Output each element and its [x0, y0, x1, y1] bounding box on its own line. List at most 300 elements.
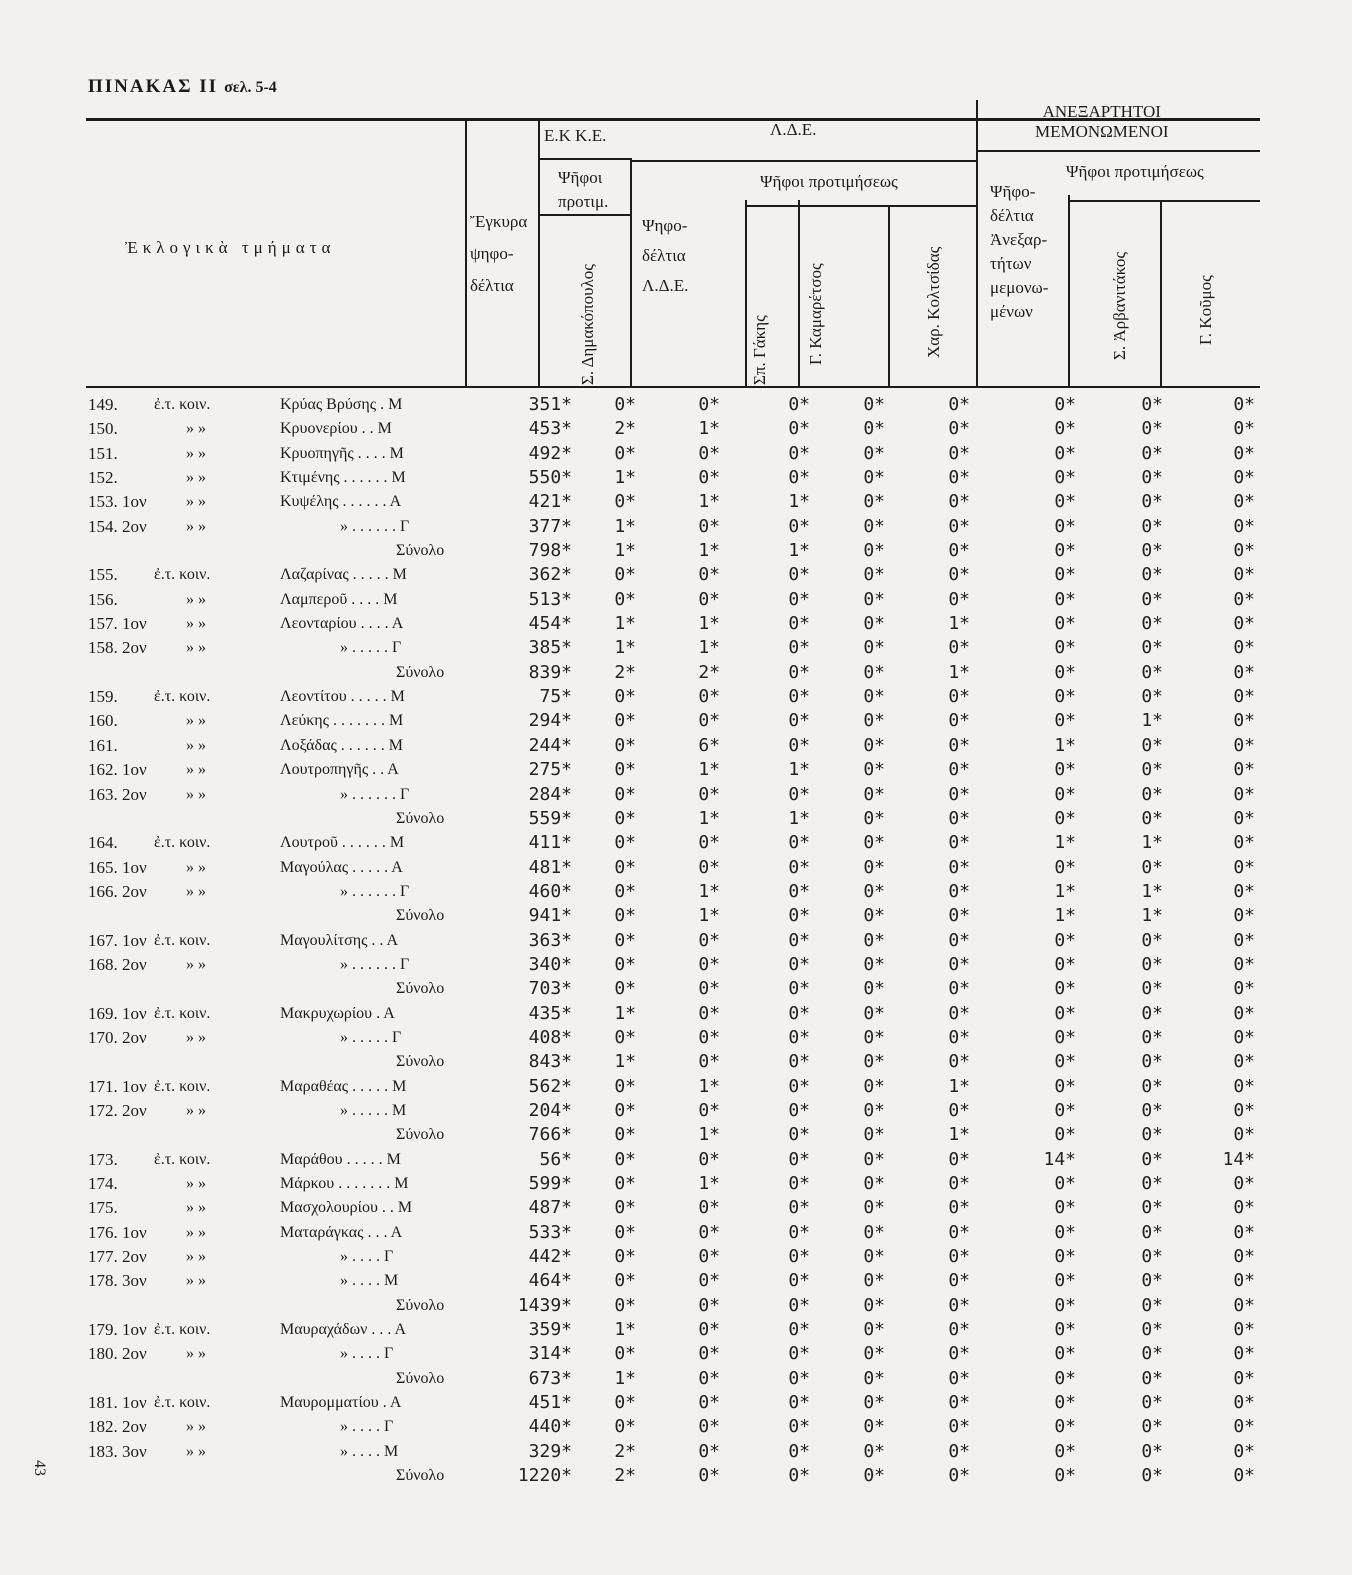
cell-col-2: 0* [698, 442, 720, 464]
total-row [0, 539, 1352, 563]
row-name: » . . . . . . Γ [340, 955, 410, 973]
row-name: Μασχολουρίου . . Μ [280, 1199, 413, 1217]
cell-col-0: 75* [539, 686, 572, 708]
cell-col-0: 550* [528, 467, 572, 489]
cell-col-8: 0* [1233, 613, 1255, 635]
cell-col-4: 0* [863, 394, 885, 415]
row-name: » . . . . Μ [340, 1442, 399, 1460]
row-name: Μαγουλίτσης . . Α [280, 931, 399, 949]
table-row [0, 709, 1352, 733]
table-row [0, 588, 1352, 612]
lde-ballots-line-1: Ψηφο- [642, 216, 688, 235]
cell-col-6: 0* [1054, 637, 1076, 659]
cell-col-6: 0* [1054, 1099, 1076, 1121]
row-number: 166. 2ον [88, 881, 147, 901]
cell-col-1: 0* [614, 1270, 636, 1292]
cell-col-0: 513* [528, 588, 572, 610]
cell-col-8: 0* [1233, 1319, 1255, 1341]
row-name: Λεύκης . . . . . . . Μ [280, 712, 404, 730]
row-name: Σύνολο [396, 809, 445, 827]
cell-col-8: 0* [1233, 1416, 1255, 1438]
cell-col-2: 0* [698, 1148, 720, 1170]
lde-ballots-line-3: Λ.Δ.Ε. [642, 276, 689, 295]
cell-col-5: 0* [948, 807, 970, 829]
cell-col-3: 0* [788, 978, 810, 1000]
cell-col-0: 703* [528, 978, 572, 1000]
cell-col-8: 0* [1233, 637, 1255, 659]
row-name: » . . . . Γ [340, 1418, 394, 1436]
cell-col-7: 0* [1141, 1051, 1163, 1073]
table-row [0, 734, 1352, 758]
table-row [0, 1196, 1352, 1220]
cell-col-0: 411* [528, 832, 572, 854]
cell-col-1: 0* [614, 734, 636, 756]
cell-col-7: 0* [1141, 1465, 1163, 1487]
cell-col-1: 1* [614, 1002, 636, 1024]
cell-col-5: 0* [948, 1440, 970, 1462]
cell-col-0: 562* [528, 1075, 572, 1097]
row-number: 173. [88, 1149, 118, 1169]
total-row [0, 1050, 1352, 1074]
cell-col-5: 1* [948, 1075, 970, 1097]
cell-col-1: 0* [614, 1148, 636, 1170]
cell-col-8: 0* [1233, 880, 1255, 902]
row-number: 181. 1ον [88, 1393, 147, 1413]
cell-col-3: 0* [788, 1099, 810, 1121]
total-row [0, 1294, 1352, 1318]
cell-col-5: 0* [948, 467, 970, 489]
cell-col-2: 1* [698, 637, 720, 659]
table-row [0, 563, 1352, 587]
cell-col-8: 0* [1233, 1051, 1255, 1073]
cell-col-4: 0* [863, 1221, 885, 1243]
row-type: » » [186, 1418, 206, 1436]
row-type: ἐ.τ. κοιν. [154, 1004, 211, 1022]
cell-col-3: 1* [788, 759, 810, 781]
row-number: 178. 3ον [88, 1271, 147, 1291]
cell-col-3: 0* [788, 661, 810, 683]
row-name: Λεοντίτου . . . . . Μ [280, 688, 405, 706]
total-row [0, 904, 1352, 928]
cell-col-7: 0* [1141, 661, 1163, 683]
cell-col-4: 0* [863, 418, 885, 440]
lde-candidate-2-header: Γ. Καμαρέτσος [806, 263, 825, 365]
valid-ballots-header [470, 210, 536, 298]
cell-col-6: 0* [1054, 1246, 1076, 1268]
indep-candidate-2-header: Γ. Κοῦμος [1196, 275, 1215, 345]
cell-col-5: 0* [948, 1173, 970, 1194]
cell-col-6: 0* [1054, 613, 1076, 635]
cell-col-4: 0* [863, 637, 885, 659]
row-number: 149. [88, 395, 118, 414]
row-name: Λουτροπηγῆς . . Α [280, 761, 399, 779]
cell-col-5: 0* [948, 1416, 970, 1438]
col-divider-7 [888, 205, 890, 388]
cell-col-0: 533* [528, 1221, 572, 1243]
cell-col-1: 0* [614, 1294, 636, 1316]
cell-col-1: 0* [614, 807, 636, 829]
ekke-pref-line-1: Ψῆφοι [558, 168, 603, 187]
total-row [0, 1367, 1352, 1391]
row-number: 159. [88, 687, 118, 707]
cell-col-1: 0* [614, 710, 636, 732]
cell-col-3: 0* [788, 856, 810, 878]
cell-col-4: 0* [863, 759, 885, 781]
cell-col-3: 0* [788, 1416, 810, 1438]
title-main: ΠΙΝΑΚΑΣ II [88, 76, 219, 97]
row-type: » » [186, 712, 206, 730]
row-name: Λεονταρίου . . . . Α [280, 615, 404, 633]
cell-col-6: 0* [1054, 467, 1076, 489]
cell-col-0: 284* [528, 783, 572, 805]
cell-col-5: 0* [948, 1319, 970, 1341]
row-type: » » [186, 1442, 206, 1460]
cell-col-1: 1* [614, 540, 636, 562]
table-row [0, 1245, 1352, 1269]
row-name: » . . . . . Μ [340, 1101, 407, 1119]
valid-ballots-line-3: δέλτια [470, 276, 514, 295]
cell-col-3: 0* [788, 637, 810, 659]
cell-col-8: 0* [1233, 929, 1255, 951]
cell-col-8: 0* [1233, 588, 1255, 610]
row-type: » » [186, 615, 206, 633]
cell-col-4: 0* [863, 978, 885, 1000]
table-row [0, 1099, 1352, 1123]
cell-col-8: 0* [1233, 1465, 1255, 1487]
cell-col-6: 0* [1054, 1440, 1076, 1462]
total-row [0, 977, 1352, 1001]
header-bottom-rule [86, 386, 1260, 388]
cell-col-2: 0* [698, 1416, 720, 1438]
total-row [0, 661, 1352, 685]
cell-col-7: 0* [1141, 1124, 1163, 1146]
cell-col-7: 0* [1141, 1075, 1163, 1097]
indep-pref-header: Ψῆφοι προτιμήσεως [1066, 162, 1204, 181]
cell-col-7: 0* [1141, 734, 1163, 756]
cell-col-6: 0* [1054, 1173, 1076, 1194]
cell-col-8: 14* [1222, 1148, 1255, 1170]
table-row [0, 783, 1352, 807]
cell-col-5: 1* [948, 661, 970, 683]
cell-col-3: 0* [788, 1367, 810, 1389]
cell-col-4: 0* [863, 1440, 885, 1462]
cell-col-0: 442* [528, 1246, 572, 1268]
cell-col-5: 0* [948, 1099, 970, 1121]
cell-col-8: 0* [1233, 394, 1255, 415]
cell-col-5: 0* [948, 1148, 970, 1170]
row-name: Κρυονερίου . . Μ [280, 420, 392, 438]
cell-col-0: 843* [528, 1051, 572, 1073]
row-name: Μαγούλας . . . . . Α [280, 858, 403, 876]
cell-col-1: 0* [614, 1392, 636, 1414]
cell-col-1: 0* [614, 1343, 636, 1365]
cell-col-3: 0* [788, 1124, 810, 1146]
row-number: 164. [88, 833, 118, 853]
cell-col-4: 0* [863, 1197, 885, 1219]
cell-col-3: 0* [788, 880, 810, 902]
cell-col-7: 0* [1141, 1294, 1163, 1316]
row-name: Μαραθέας . . . . . Μ [280, 1077, 407, 1095]
table-row [0, 1269, 1352, 1293]
cell-col-3: 0* [788, 442, 810, 464]
cell-col-0: 440* [528, 1416, 572, 1438]
cell-col-1: 2* [614, 418, 636, 440]
table-row [0, 1221, 1352, 1245]
lde-candidate-3-header: Χαρ. Κολτσίδας [924, 246, 943, 358]
cell-col-5: 0* [948, 759, 970, 781]
cell-col-5: 0* [948, 540, 970, 562]
cell-col-1: 0* [614, 491, 636, 513]
cell-col-1: 1* [614, 515, 636, 537]
cell-col-4: 0* [863, 832, 885, 854]
cell-col-2: 0* [698, 588, 720, 610]
cell-col-6: 0* [1054, 1026, 1076, 1048]
cell-col-6: 1* [1054, 905, 1076, 927]
cell-col-2: 0* [698, 710, 720, 732]
row-type: ἐ.τ. κοιν. [154, 834, 211, 852]
cell-col-4: 0* [863, 1124, 885, 1146]
row-number: 152. [88, 468, 118, 488]
row-type: » » [186, 1345, 206, 1363]
cell-col-2: 0* [698, 929, 720, 951]
cell-col-2: 0* [698, 978, 720, 1000]
table-row [0, 831, 1352, 855]
cell-col-8: 0* [1233, 1124, 1255, 1146]
cell-col-2: 0* [698, 1270, 720, 1292]
row-type: » » [186, 639, 206, 657]
row-name: Μακρυχωρίου . Α [280, 1004, 395, 1022]
cell-col-2: 0* [698, 686, 720, 708]
cell-col-0: 599* [528, 1173, 572, 1194]
cell-col-3: 0* [788, 613, 810, 635]
cell-col-4: 0* [863, 1343, 885, 1365]
cell-col-4: 0* [863, 540, 885, 562]
row-number: 179. 1ον [88, 1320, 147, 1340]
table-row [0, 393, 1352, 417]
ekke-pref-line-2: προτιμ. [558, 192, 609, 211]
cell-col-0: 487* [528, 1197, 572, 1219]
cell-col-0: 275* [528, 759, 572, 781]
cell-col-0: 385* [528, 637, 572, 659]
row-type: ἐ.τ. κοιν. [154, 1321, 211, 1339]
page-number: 43 [31, 1460, 48, 1476]
row-name: » . . . . . . Γ [340, 517, 410, 535]
row-number: 157. 1ον [88, 614, 147, 634]
cell-col-2: 0* [698, 1294, 720, 1316]
cell-col-1: 0* [614, 783, 636, 805]
cell-col-7: 0* [1141, 783, 1163, 805]
cell-col-8: 0* [1233, 1440, 1255, 1462]
cell-col-0: 363* [528, 929, 572, 951]
row-name: Σύνολο [396, 663, 445, 681]
cell-col-6: 0* [1054, 929, 1076, 951]
cell-col-6: 1* [1054, 832, 1076, 854]
cell-col-6: 0* [1054, 1465, 1076, 1487]
row-type: » » [186, 761, 206, 779]
cell-col-8: 0* [1233, 540, 1255, 562]
row-type: » » [186, 590, 206, 608]
cell-col-2: 1* [698, 418, 720, 440]
row-number: 167. 1ον [88, 930, 147, 950]
cell-col-2: 0* [698, 1051, 720, 1073]
cell-col-3: 0* [788, 1440, 810, 1462]
cell-col-1: 2* [614, 1440, 636, 1462]
cell-col-1: 0* [614, 588, 636, 610]
row-name: Μαυραχάδων . . . Α [280, 1321, 407, 1339]
cell-col-7: 0* [1141, 953, 1163, 975]
cell-col-6: 0* [1054, 564, 1076, 586]
cell-col-7: 0* [1141, 1197, 1163, 1219]
indep-ballots-header [990, 180, 1048, 324]
cell-col-8: 0* [1233, 1246, 1255, 1268]
cell-col-8: 0* [1233, 953, 1255, 975]
row-number: 170. 2ον [88, 1027, 147, 1047]
col-divider-5 [745, 200, 747, 388]
table-row [0, 417, 1352, 441]
indep-ballots-line-4: τήτων [990, 254, 1032, 273]
cell-col-4: 0* [863, 1148, 885, 1170]
cell-col-3: 0* [788, 467, 810, 489]
cell-col-1: 0* [614, 1197, 636, 1219]
cell-col-7: 0* [1141, 686, 1163, 708]
table-row [0, 442, 1352, 466]
row-type: ἐ.τ. κοιν. [154, 1394, 211, 1412]
cell-col-2: 0* [698, 953, 720, 975]
cell-col-5: 0* [948, 1197, 970, 1219]
cell-col-4: 0* [863, 1319, 885, 1341]
cell-col-3: 0* [788, 1246, 810, 1268]
cell-col-5: 0* [948, 1026, 970, 1048]
row-type: ἐ.τ. κοιν. [154, 931, 211, 949]
cell-col-5: 0* [948, 1002, 970, 1024]
indep-header [1035, 102, 1169, 142]
cell-col-8: 0* [1233, 661, 1255, 683]
cell-col-3: 0* [788, 953, 810, 975]
cell-col-6: 0* [1054, 1075, 1076, 1097]
cell-col-5: 0* [948, 1246, 970, 1268]
cell-col-0: 451* [528, 1392, 572, 1414]
col-divider-1 [465, 118, 467, 388]
cell-col-2: 0* [698, 1026, 720, 1048]
cell-col-0: 362* [528, 564, 572, 586]
cell-col-8: 0* [1233, 905, 1255, 927]
cell-col-5: 0* [948, 1392, 970, 1414]
cell-col-6: 0* [1054, 978, 1076, 1000]
cell-col-2: 1* [698, 540, 720, 562]
cell-col-3: 0* [788, 418, 810, 440]
row-type: » » [186, 493, 206, 511]
cell-col-1: 1* [614, 637, 636, 659]
cell-col-5: 0* [948, 905, 970, 927]
row-number: 162. 1ον [88, 760, 147, 780]
cell-col-8: 0* [1233, 442, 1255, 464]
cell-col-4: 0* [863, 467, 885, 489]
cell-col-8: 0* [1233, 1099, 1255, 1121]
cell-col-5: 0* [948, 418, 970, 440]
cell-col-2: 0* [698, 564, 720, 586]
row-name: » . . . . Γ [340, 1248, 394, 1266]
row-name: Λαζαρίνας . . . . . Μ [280, 566, 407, 584]
cell-col-4: 0* [863, 1294, 885, 1316]
cell-col-6: 0* [1054, 686, 1076, 708]
cell-col-6: 0* [1054, 540, 1076, 562]
cell-col-1: 0* [614, 929, 636, 951]
cell-col-1: 1* [614, 613, 636, 635]
cell-col-8: 0* [1233, 564, 1255, 586]
cell-col-1: 0* [614, 905, 636, 927]
cell-col-1: 0* [614, 1416, 636, 1438]
page-title [88, 76, 277, 98]
cell-col-2: 1* [698, 759, 720, 781]
cell-col-0: 1220* [517, 1465, 572, 1487]
row-name: Μαυρομματίου . Α [280, 1394, 402, 1412]
row-type: » » [186, 785, 206, 803]
cell-col-7: 0* [1141, 540, 1163, 562]
row-number: 156. [88, 589, 118, 609]
cell-col-1: 0* [614, 1221, 636, 1243]
cell-col-1: 0* [614, 1173, 636, 1194]
cell-col-3: 0* [788, 1465, 810, 1487]
cell-col-6: 0* [1054, 515, 1076, 537]
cell-col-3: 0* [788, 1319, 810, 1341]
row-name: » . . . . . Γ [340, 639, 402, 657]
cell-col-7: 0* [1141, 1416, 1163, 1438]
cell-col-5: 0* [948, 1051, 970, 1073]
cell-col-8: 0* [1233, 467, 1255, 489]
lde-underline [630, 160, 976, 162]
ekke-underline [540, 158, 630, 160]
cell-col-0: 408* [528, 1026, 572, 1048]
cell-col-1: 0* [614, 564, 636, 586]
col-divider-8 [1068, 195, 1070, 388]
row-type: » » [186, 444, 206, 462]
results-table-body [0, 393, 1352, 1488]
row-name: Κρυοπηγῆς . . . . Μ [280, 444, 404, 462]
row-name: Σύνολο [396, 1126, 445, 1144]
cell-col-0: 766* [528, 1124, 572, 1146]
cell-col-6: 0* [1054, 856, 1076, 878]
cell-col-3: 1* [788, 807, 810, 829]
cell-col-8: 0* [1233, 1002, 1255, 1024]
cell-col-3: 0* [788, 905, 810, 927]
cell-col-2: 0* [698, 1440, 720, 1462]
cell-col-3: 0* [788, 1148, 810, 1170]
row-number: 172. 2ον [88, 1100, 147, 1120]
cell-col-7: 0* [1141, 1440, 1163, 1462]
cell-col-3: 0* [788, 564, 810, 586]
cell-col-7: 0* [1141, 1270, 1163, 1292]
cell-col-2: 0* [698, 515, 720, 537]
cell-col-7: 0* [1141, 637, 1163, 659]
cell-col-8: 0* [1233, 1221, 1255, 1243]
cell-col-4: 0* [863, 953, 885, 975]
cell-col-3: 0* [788, 588, 810, 610]
cell-col-4: 0* [863, 880, 885, 902]
cell-col-4: 0* [863, 905, 885, 927]
cell-col-1: 0* [614, 953, 636, 975]
ekke-pref-underline [540, 214, 630, 216]
cell-col-4: 0* [863, 1246, 885, 1268]
cell-col-2: 0* [698, 832, 720, 854]
cell-col-1: 0* [614, 1099, 636, 1121]
cell-col-4: 0* [863, 710, 885, 732]
row-name: Κρύας Βρύσης . Μ [280, 396, 403, 413]
cell-col-6: 0* [1054, 1051, 1076, 1073]
cell-col-2: 0* [698, 1392, 720, 1414]
cell-col-4: 0* [863, 515, 885, 537]
cell-col-6: 0* [1054, 1270, 1076, 1292]
cell-col-8: 0* [1233, 710, 1255, 732]
